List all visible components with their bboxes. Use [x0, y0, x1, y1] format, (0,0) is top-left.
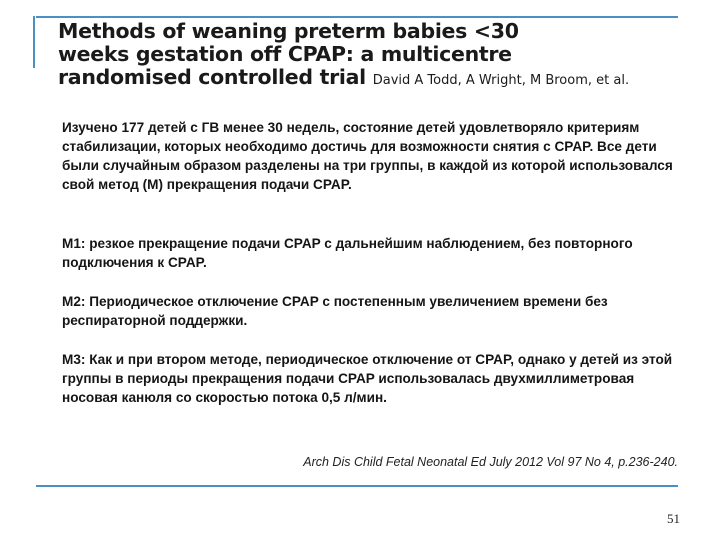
method-1-paragraph: М1: резкое прекращение подачи CPAP с дальнейшим наблюдением, без повторного подключения к CPAP.: [62, 236, 633, 270]
title-line-1: Methods of weaning preterm babies <30: [58, 19, 519, 43]
method-2-paragraph: М2: Периодическое отключение CPAP с постепенным увеличением времени без респираторной поддержки.: [62, 294, 608, 328]
top-divider: [36, 16, 678, 18]
page-number: 51: [667, 511, 680, 526]
title-line-3-text: randomised controlled trial: [58, 65, 366, 89]
slide-title: [58, 20, 698, 92]
authors: David A Todd, A Wright, M Broom, et al.: [372, 73, 630, 88]
title-line-3: [58, 66, 698, 92]
bottom-divider: [36, 485, 678, 487]
method-3-paragraph: М3: Как и при втором методе, периодическое отключение от CPAP, однако у детей из этой группы в периоды прекращения подачи CPAP использовалась двухмиллиметровая носовая канюля со скоростью потока 0,5 л/мин.: [62, 352, 673, 405]
left-divider: [33, 16, 35, 68]
title-line-2: weeks gestation off CPAP: a multicentre: [58, 42, 512, 66]
citation: Arch Dis Child Fetal Neonatal Ed July 2012 Vol 97 No 4, p.236-240.: [303, 455, 678, 469]
intro-paragraph: Изучено 177 детей с ГВ менее 30 недель, состояние детей удовлетворяло критериям стабилизации, которых необходимо достичь для возможности снятия с CPAP. Все дети были случайным образом разделены на три группы, в каждой из которой использовался свой метод (М) прекращения подачи CPAP.: [62, 120, 673, 192]
